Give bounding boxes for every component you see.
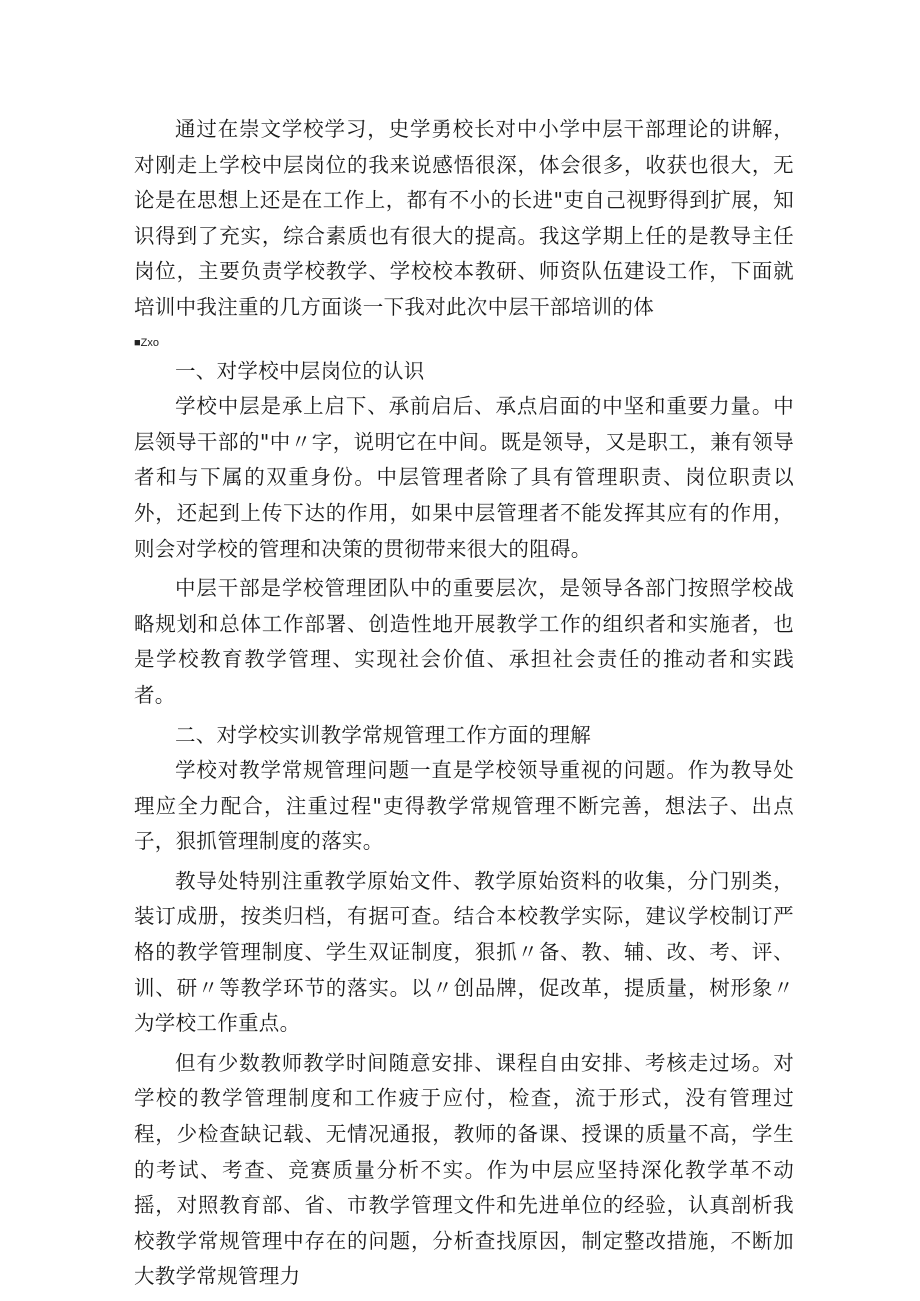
section-1-heading: 一、对学校中层岗位的认识 — [175, 358, 425, 383]
section-1-paragraph-2: 中层干部是学校管理团队中的重要层次，是领导各部门按照学校战略规划和总体工作部署、创造性地开展教学工作的组织者和实施者，也是学校教育教学管理、实现社会价值、承担社会责任的推动者和实践者。 — [134, 576, 794, 707]
section-2-heading: 二、对学校实训教学常规管理工作方面的理解 — [175, 722, 591, 747]
intro-paragraph: 通过在崇文学校学习，史学勇校长对中小学中层干部理论的讲解，对刚走上学校中层岗位的我来说感悟很深，体会很多，收获也很大，无论是在思想上还是在工作上，都有不小的长进"吏自己视野得到扩展，知识得到了充实，综合素质也有很大的提高。我这学期上任的是教导主任岗位，主要负责学校教学、学校校本教研、师资队伍建设工作，下面就培训中我注重的几方面谈一下我对此次中层干部培训的体 — [134, 117, 794, 319]
page-note: ■Zxo — [134, 336, 159, 349]
section-2-paragraph-3: 但有少数教师教学时间随意安排、课程自由安排、考核走过场。对学校的教学管理制度和工作疲于应付，检查，流于形式，没有管理过程，少检查缺记载、无情况通报，教师的备课、授课的质量不高，学生的考试、考查、竞赛质量分析不实。作为中层应坚持深化教学革不动摇，对照教育部、省、市教学管理文件和先进单位的经验，认真剖析我校教学常规管理中存在的问题，分析查找原因，制定整改措施，不断加大教学常规管理力 — [134, 1050, 794, 1289]
section-2-paragraph-1: 学校对教学常规管理问题一直是学校领导重视的问题。作为教导处理应全力配合，注重过程"吏得教学常规管理不断完善，想法子、出点子，狠抓管理制度的落实。 — [134, 758, 794, 854]
document-body — [134, 112, 794, 1295]
section-2-paragraph-2: 教导处特别注重教学原始文件、教学原始资料的收集，分门别类，装订成册，按类归档，有据可查。结合本校教学实际，建议学校制订严格的教学管理制度、学生双证制度，狠抓〃备、教、辅、改、考、评、训、研〃等教学环节的落实。以〃创品牌，促改革，提质量，树形象〃为学校工作重点。 — [134, 868, 794, 1036]
section-1-paragraph-1: 学校中层是承上启下、承前启后、承点启面的中坚和重要力量。中层领导干部的"中〃字，说明它在中间。既是领导，又是职工，兼有领导者和与下属的双重身份。中层管理者除了具有管理职责、岗位职责以外，还起到上传下达的作用，如果中层管理者不能发挥其应有的作用，则会对学校的管理和决策的贯彻带来很大的阻碍。 — [134, 394, 794, 561]
